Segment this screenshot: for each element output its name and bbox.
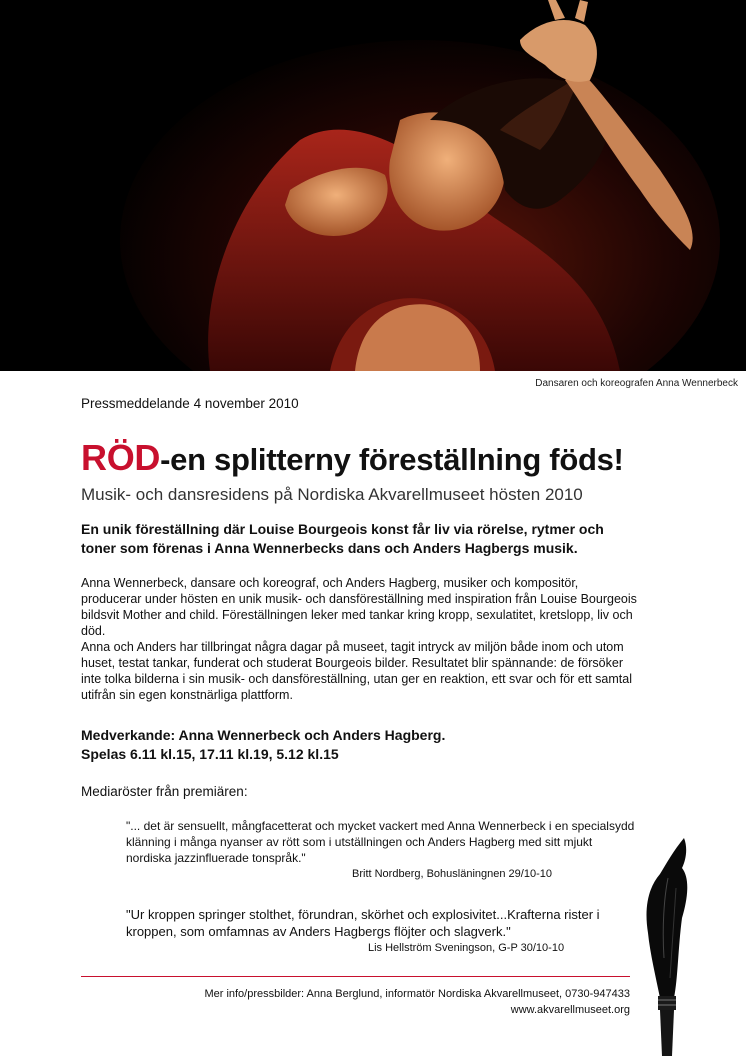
website-link[interactable]: www.akvarellmuseet.org <box>510 1004 630 1016</box>
dancer-photo <box>0 0 746 371</box>
press-quote: "... det är sensuellt, mångfacetterat och mycket vackert med Anna Wennerbeck i en specialsydd klänning i många nyanser av rött som i utställningen och Anders Hagberg med sitt mjukt nordiska jazzinfluerade tonspråk." <box>126 819 635 865</box>
paintbrush-icon <box>638 838 698 1056</box>
press-quote: "Ur kroppen springer stolthet, förundran, skörhet och explosivitet...Krafterna rister i kroppen, som omfamnas av Anders Hagbergs flöjter och slagverk." <box>126 907 600 939</box>
performance-credits <box>81 726 445 764</box>
photo-caption: Dansaren och koreografen Anna Wennerbeck <box>535 378 738 389</box>
contact-info: Mer info/pressbilder: Anna Berglund, informatör Nordiska Akvarellmuseet, 0730-947433 <box>204 988 630 1000</box>
headline-rest: -en splitterny föreställning föds! <box>160 442 624 477</box>
body-paragraph: Anna Wennerbeck, dansare och koreograf, och Anders Hagberg, musiker och kompositör, producerar under hösten en unik musik- och dansföreställning med inspiration från Louise Bourgeois bildsvit Mother and child. Föreställningen leker med tankar kring kropp, sexulatitet, kretslopp, liv och död. <box>81 576 637 638</box>
press-release-date: Pressmeddelande 4 november 2010 <box>81 396 299 411</box>
quote-source: Lis Hellström Sveningson, G-P 30/10-10 <box>368 942 565 954</box>
body-text <box>81 575 641 703</box>
headline <box>81 437 624 479</box>
body-paragraph: Anna och Anders har tillbringat några dagar på museet, tagit intryck av miljön både inom och utom huset, testat tankar, funderat och studerat Bourgeois bilder. Resultatet blir spännande: de försöker inte tolka bilderna i sin musik- och dansföreställning, utan ger en reaktion, ett svar och för ett samtal utifrån sin egen konstnärliga plattform. <box>81 640 632 702</box>
subheadline: Musik- och dansresidens på Nordiska Akvarellmuseet hösten 2010 <box>81 485 583 504</box>
media-quotes-heading: Mediaröster från premiären: <box>81 784 248 799</box>
footer-divider <box>81 976 630 977</box>
credits-performers: Medverkande: Anna Wennerbeck och Anders Hagberg. <box>81 727 446 743</box>
quote-source: Britt Nordberg, Bohusläningnen 29/10-10 <box>352 868 552 880</box>
dancer-photo-illustration <box>0 0 746 371</box>
credits-schedule: Spelas 6.11 kl.15, 17.11 kl.19, 5.12 kl.15 <box>81 746 339 762</box>
headline-highlight: RÖD <box>81 437 161 478</box>
lead-paragraph: En unik föreställning där Louise Bourgeois konst får liv via rörelse, rytmer och toner som förenas i Anna Wennerbecks dans och Anders Hagbergs musik. <box>81 521 604 556</box>
